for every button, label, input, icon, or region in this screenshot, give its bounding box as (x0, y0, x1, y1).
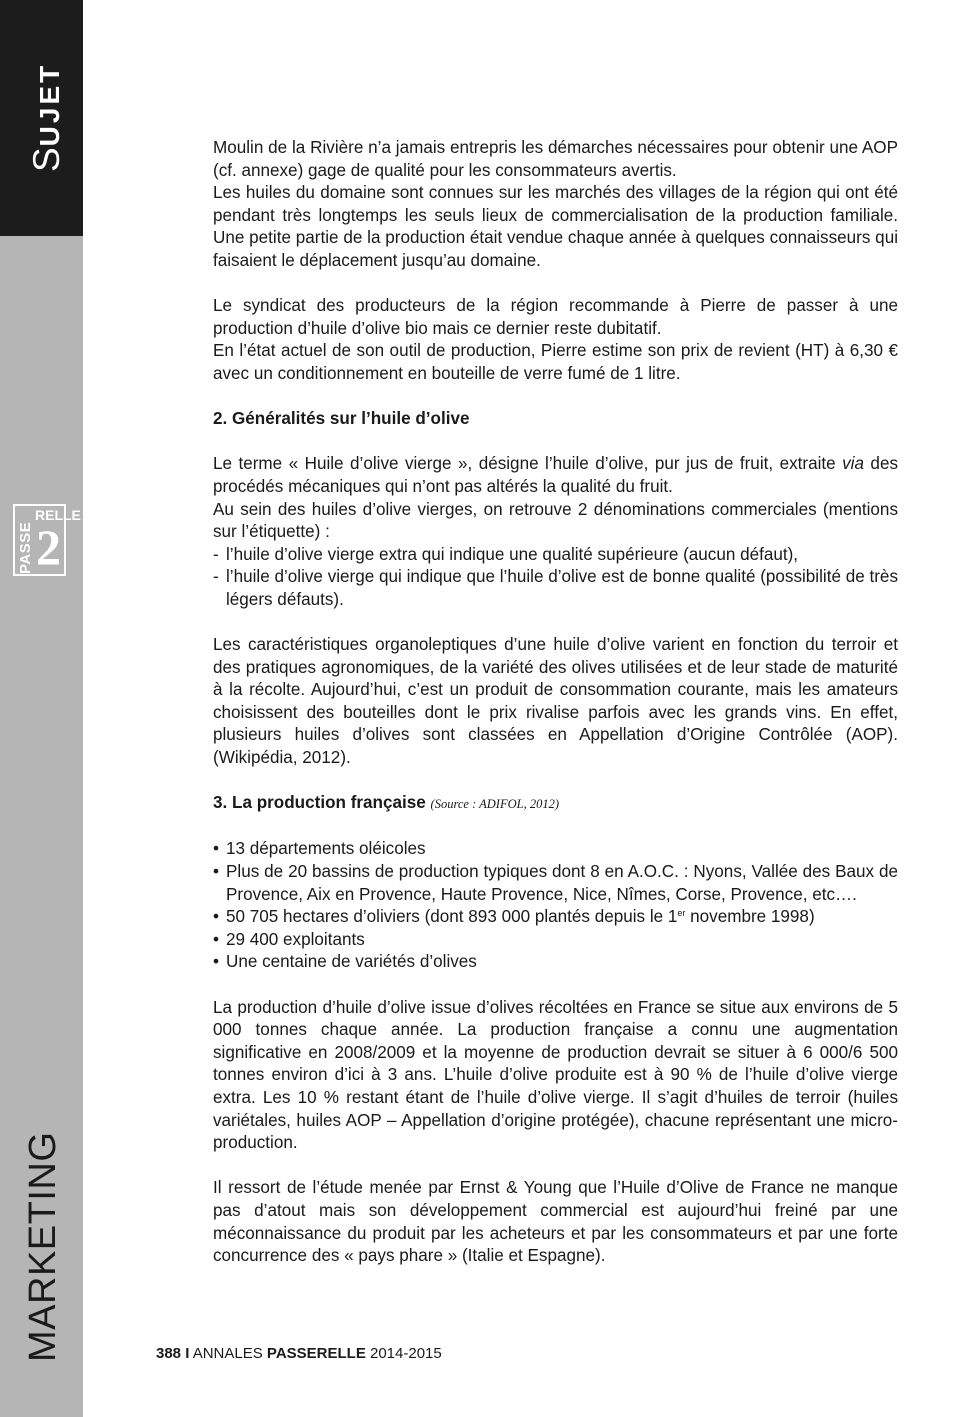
list-item: • Une centaine de variétés d’olives (213, 952, 477, 972)
source-citation: (Source : ADIFOL, 2012) (430, 797, 559, 812)
bullet-list (213, 838, 898, 974)
document-body (213, 137, 898, 1290)
paragraph: En l’état actuel de son outil de production, Pierre estime son prix de revient (HT) à 6,30 € avec un conditionnement en bouteille de verre fumé de 1 litre. (213, 341, 898, 383)
list-item: • 50 705 hectares d’oliviers (dont 893 000 plantés depuis le 1er novembre 1998) (213, 907, 815, 927)
list-item: • 13 départements oléicoles (213, 839, 426, 859)
subject-label: MARKETING (22, 1131, 64, 1362)
page-footer: 388 I ANNALES PASSERELLE 2014-2015 (156, 1345, 442, 1362)
page-number: 388 (156, 1345, 182, 1362)
paragraph: Le terme « Huile d’olive vierge », désigne l’huile d’olive, pur jus de fruit, extraite via des procédés mécaniques qui n’ont pas altérés la qualité du fruit. (213, 454, 898, 496)
section-label: SUJET (26, 62, 67, 172)
list-item: • 29 400 exploitants (213, 929, 365, 949)
paragraph: Moulin de la Rivière n’a jamais entrepris les démarches nécessaires pour obtenir une AOP (cf. annexe) gage de qualité pour les consommateurs avertis. (213, 138, 898, 180)
section-heading: 3. La production française (Source : ADIFOL, 2012) (213, 793, 559, 813)
list-item: - l’huile d’olive vierge extra qui indique une qualité supérieure (aucun défaut), (213, 544, 799, 564)
list-item: • Plus de 20 bassins de production typiques dont 8 en A.O.C. : Nyons, Vallée des Baux de Provence, Aix en Provence, Haute Provence, Nice, Nîmes, Corse, Provence, etc…. (213, 862, 898, 904)
list-item: - l’huile d’olive vierge qui indique que l’huile d’olive est de bonne qualité (possibilité de très légers défauts). (213, 567, 898, 609)
footer-brand: PASSERELLE (266, 1345, 366, 1362)
logo-top-text: RELLE (35, 507, 81, 523)
paragraph: Il ressort de l’étude menée par Ernst & Young que l’Huile d’Olive de France ne manque pas d’atout mais son développement commercial est aujourd’hui freiné par une méconnaissance du produit par les acheteurs et par les consommateurs et par une forte concurrence des « pays phare » (Italie et Espagne). (213, 1178, 898, 1266)
passerelle-logo (13, 504, 81, 576)
logo-vertical-text: PASSE (17, 521, 34, 574)
paragraph: Les huiles du domaine sont connues sur les marchés des villages de la région qui ont été pendant très longtemps les seuls lieux de commercialisation de la production familiale. Une petite partie de la production était vendue chaque année à quelques connaisseurs qui faisaient le déplacement jusqu’au domaine. (213, 183, 898, 270)
paragraph: La production d’huile d’olive issue d’olives récoltées en France se situe aux environs de 5 000 tonnes chaque année. La production française a connu une augmentation significative en 2008/2009 et la moyenne de production devrait se situer à 6 000/6 500 tonnes environ d’ici à 3 ans. L’huile d’olive produite est à 90 % de l’huile d’olive vierge extra. Les 10 % restant étant de l’huile d’olive vierge. Il s’agit d’huiles de terroir (huiles variétales, huiles AOP – Appellation d’origine protégée), chacune représentant une micro-production. (213, 997, 898, 1153)
dash-list (213, 544, 898, 612)
paragraph: Les caractéristiques organoleptiques d’une huile d’olive varient en fonction du terroir et des pratiques agronomiques, de la variété des olives utilisées et de leur stade de maturité à la récolte. Aujourd’hui, c’est un produit de consommation courante, mais les amateurs choisissent des bouteilles dont le prix rivalise parfois avec les grands vins. En effet, plusieurs huiles d’olives sont classées en Appellation d’Origine Contrôlée (AOP). (Wikipédia, 2012). (213, 635, 898, 768)
logo-number: 2 (36, 519, 61, 575)
paragraph: Le syndicat des producteurs de la région recommande à Pierre de passer à une production d’huile d’olive bio mais ce dernier reste dubitatif. (213, 296, 898, 338)
section-heading: 2. Généralités sur l’huile d’olive (213, 409, 470, 429)
paragraph: Au sein des huiles d’olive vierges, on retrouve 2 dénominations commerciales (mentions sur l’étiquette) : (213, 499, 898, 542)
